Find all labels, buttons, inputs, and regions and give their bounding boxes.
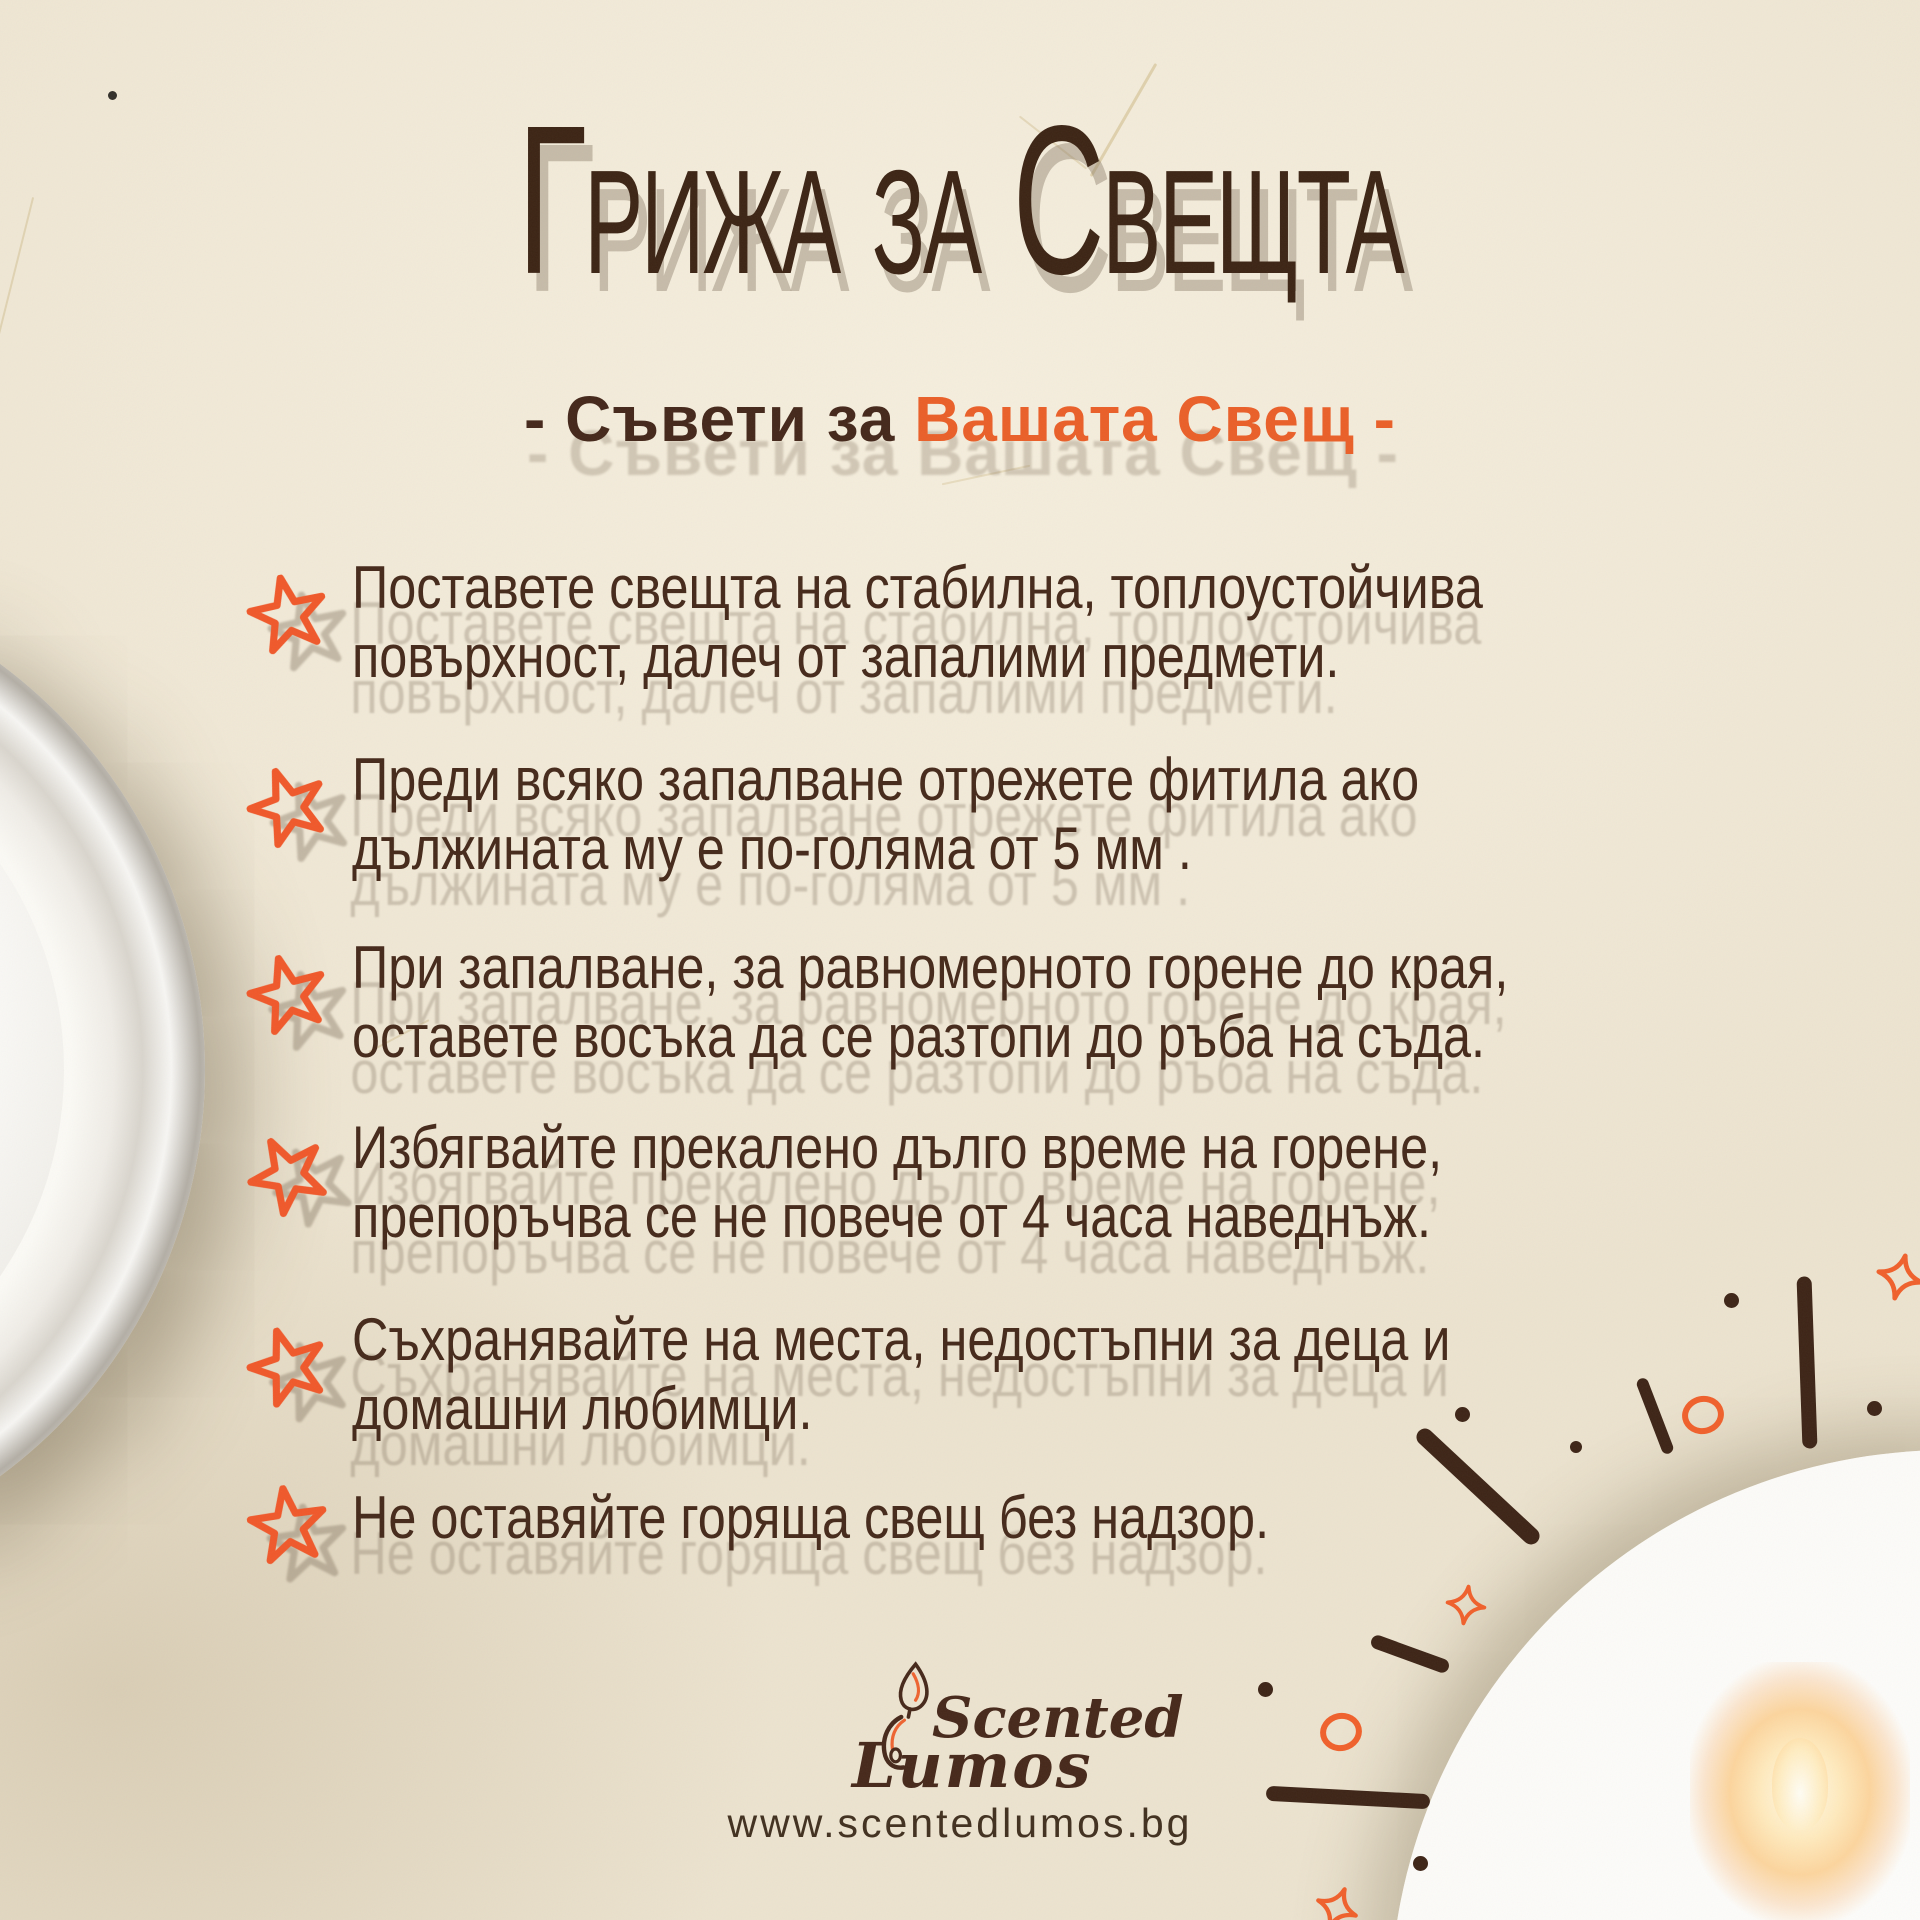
tip-line: препоръчва се не повече от 4 часа наведнъж. [352,1183,1432,1250]
subtitle-prefix: - Съвети за [524,383,896,455]
website-url: www.scentedlumos.bg [727,1800,1193,1846]
star-outline-icon [243,1480,333,1570]
tip-line: Избягвайте прекалено дълго време на горене, [352,1114,1443,1181]
page-title: Грижа за Свещта [517,81,1403,318]
decor-dot [1258,1682,1273,1697]
tip-line: оставете восъка да се разтопи до ръба на съда. [352,1003,1486,1070]
paper-crack [942,465,1030,486]
star-outline-icon [237,755,340,858]
candle-tin-photo-left [0,565,205,1575]
brand-name-scented: Scented [932,1685,1184,1751]
sparkle-icon [1441,1580,1491,1630]
candle-wax [0,706,64,1433]
brand-name-lumos: Lumos [852,1729,1093,1802]
subtitle-highlight: Вашата Свещ - [914,383,1396,455]
decor-ring [1317,1709,1366,1755]
star-outline-icon [239,945,337,1043]
tip-item [248,1305,1698,1443]
ray-line [1797,1276,1818,1448]
tip-item [248,1483,1698,1552]
tip-line: домашни любимци. [352,1375,813,1442]
tip-item [248,933,1698,1071]
star-outline-icon [234,1120,342,1228]
tip-line: Поставете свещта на стабилна, топлоустойчива [352,554,1483,621]
ray-line [1369,1633,1451,1674]
decor-dot [1413,1856,1428,1871]
tip-item [248,553,1698,691]
page-subtitle [0,383,1920,455]
sparkle-icon [1868,1245,1920,1308]
tip-line: повърхност, далеч от запалими предмети. [352,623,1340,690]
tip-item [248,1113,1698,1251]
star-outline-icon [238,1316,339,1417]
tip-line: При запалване, за равномерното горене до края, [352,934,1509,1001]
sparkle-icon [1306,1877,1368,1920]
star-outline-icon [241,567,336,662]
brand-logo [840,1650,1184,1802]
tip-item [248,745,1698,883]
tip-line: дължината му е по-голяма от 5 мм . [352,815,1192,882]
paper-crack [0,197,34,343]
tip-line: Не оставяйте горяща свещ без надзор. [352,1484,1270,1551]
decor-dot [1867,1401,1882,1416]
decor-dot [1724,1293,1739,1308]
tip-line: Съхранявайте на места, недостъпни за деца и [352,1306,1451,1373]
tip-line: Преди всяко запалване отрежете фитила ако [352,746,1420,813]
ink-speck [108,91,117,100]
